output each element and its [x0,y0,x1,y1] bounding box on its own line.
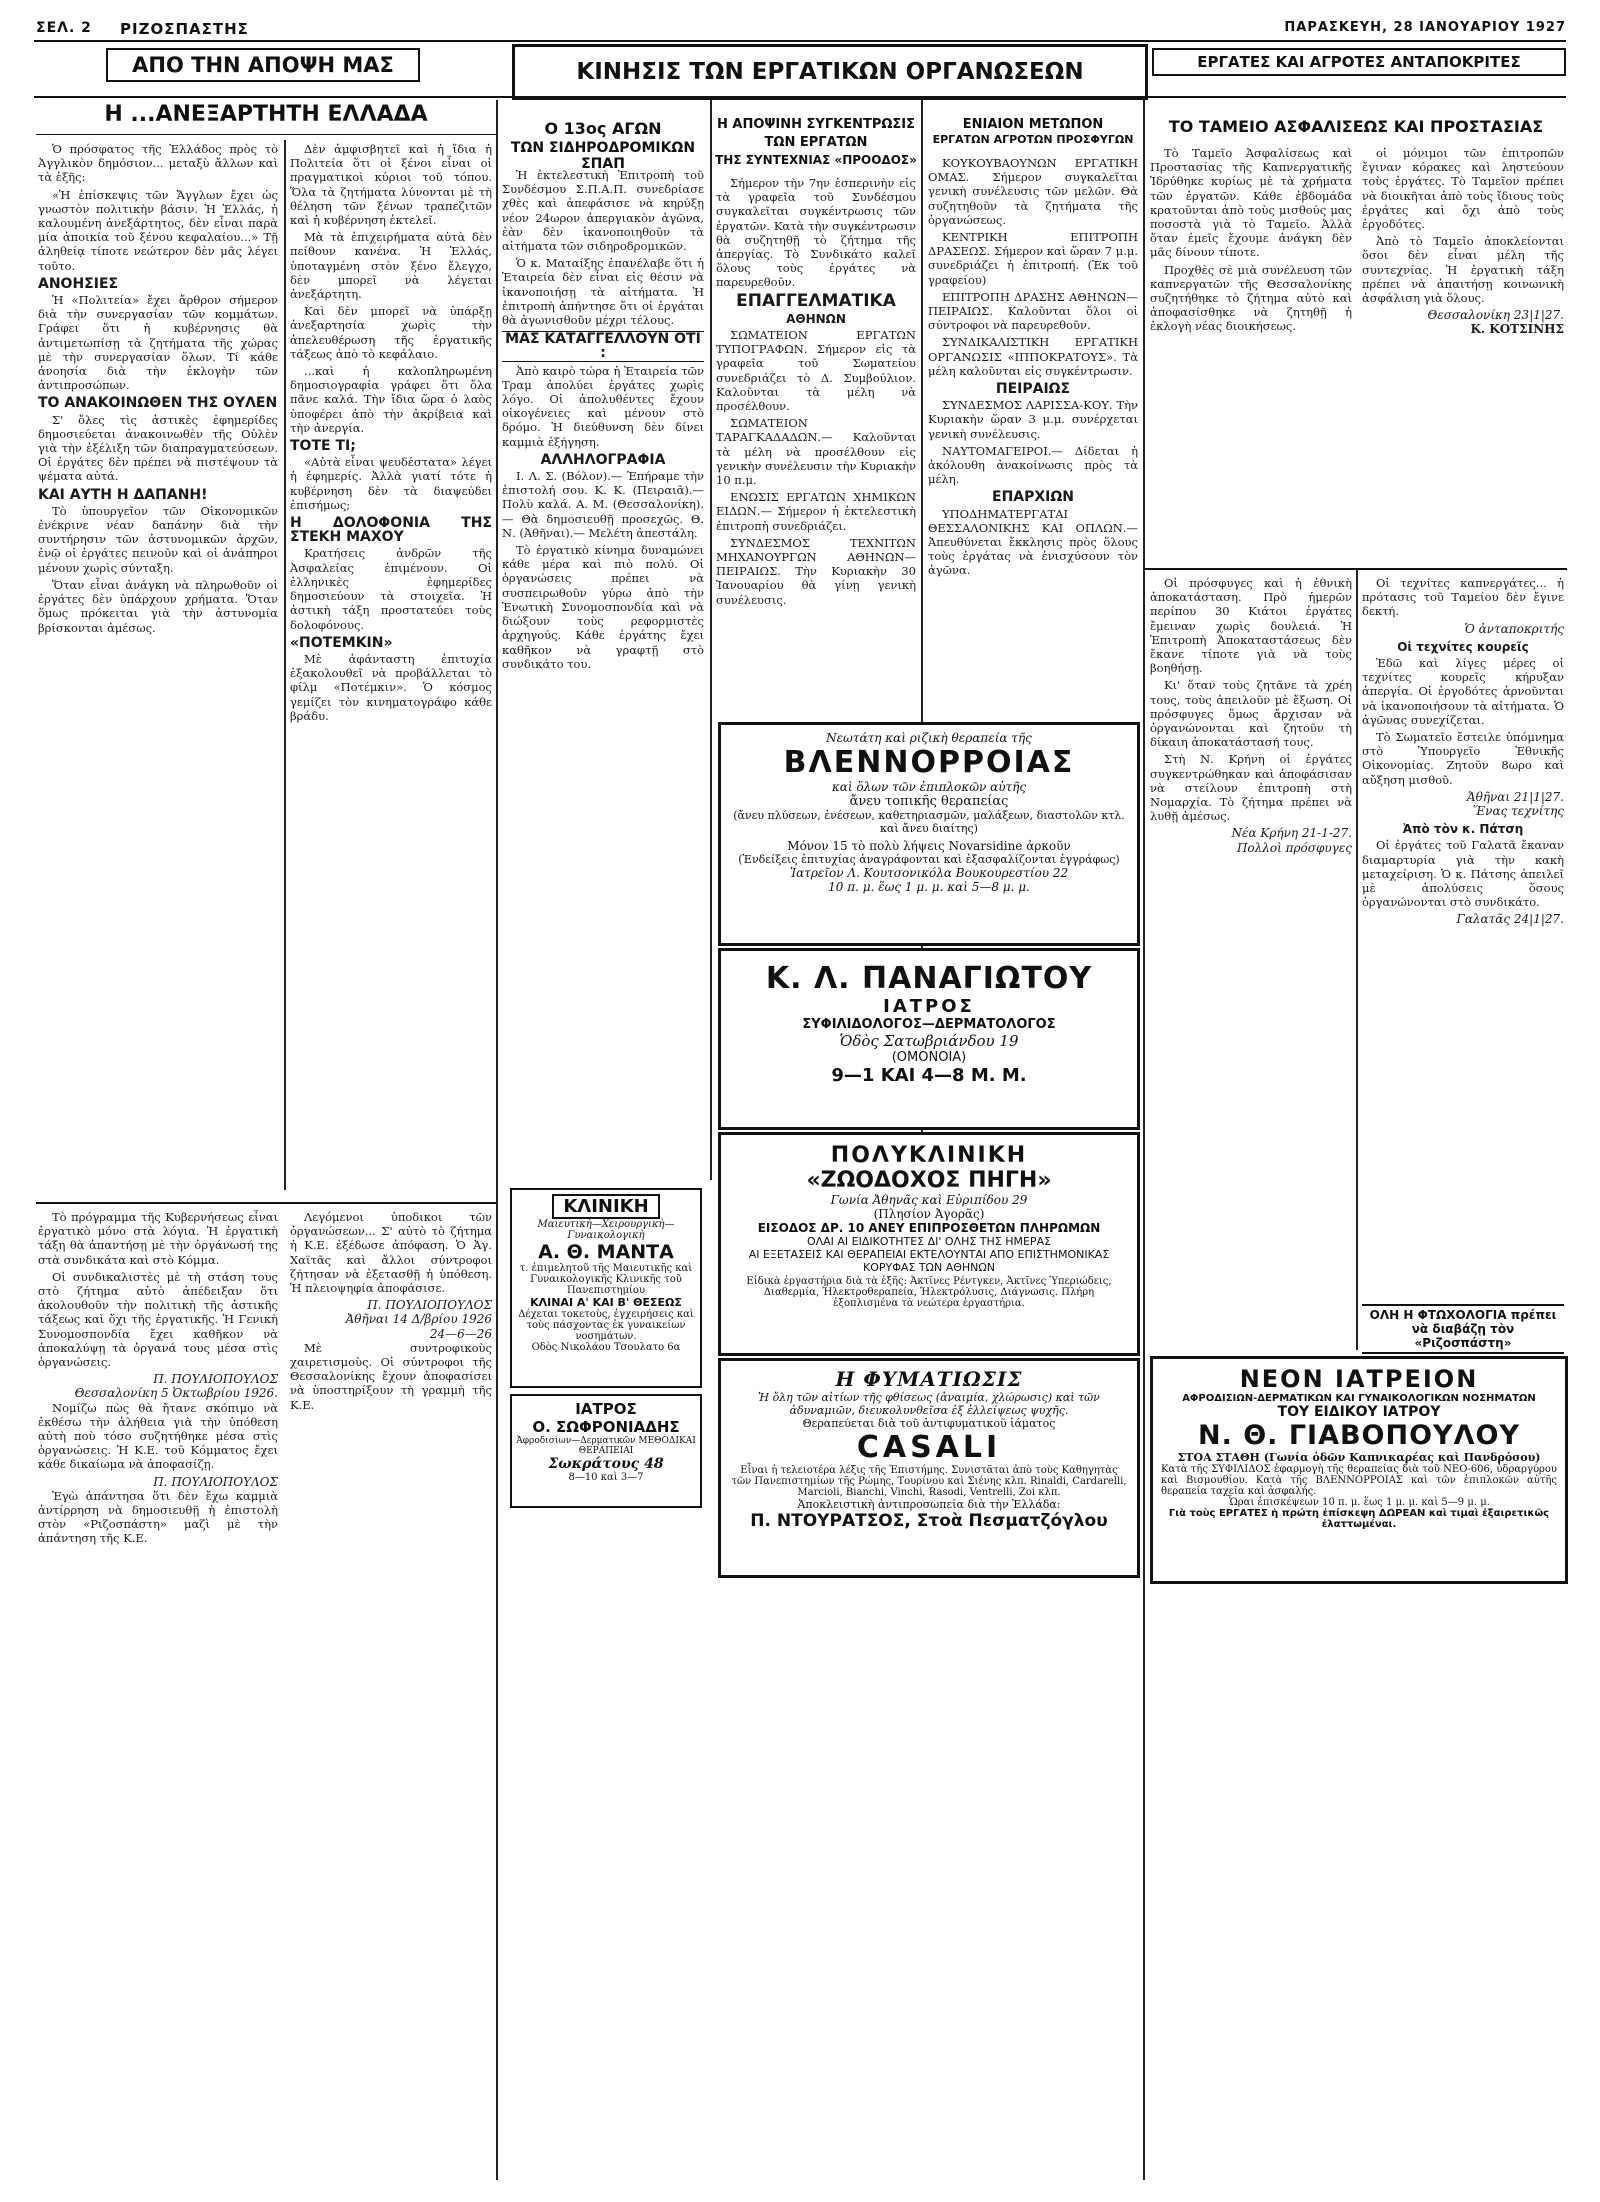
ad-casali [718,1358,1140,1578]
col1-2-rule [36,1202,496,1204]
col2-upper [290,142,492,1197]
col1-upper [38,142,278,1197]
col6-p2: Προχθὲς σὲ μιὰ συνέλευση τῶν καπνεργατῶν τῆς Θεσσαλονίκης συζητήθηκε τὸ ζήτημα αὐτὸ καὶ ἀποφασίσθηκε νὰ ζητηθῇ ἡ ἐκλογὴ νέας διοικήσεως. [1150,262,1352,334]
ad1-l2: καὶ ὅλων τῶν ἐπιπλοκῶν αὐτῆς [831,780,1027,794]
ad5-l5: ΚΛΙΝΑΙ Α' ΚΑΙ Β' ΘΕΣΕΩΣ [530,1296,682,1309]
ad1-l7: Ἰατρεῖον Λ. Κουτσονικόλα Βουκουρεστίου 22 [789,866,1069,880]
col6b-p5: Τὸ Σωματεῖο ἔστειλε ὑπόμνημα στὸ Ὑπουργεῖο Ἐθνικῆς Οἰκονομίας. Ζητοῦν 8ωρο καὶ αὔξηση μισθοῦ. [1362,730,1564,787]
ad1-big: ΒΛΕΝΝΟΡΡΟΙΑΣ [783,745,1075,780]
col4-title-a: Η ΑΠΟΨΙΝΗ ΣΥΓΚΕΝΤΡΩΣΙΣ [716,117,916,132]
ad2-l4: (ΟΜΟΝΟΙΑ) [891,1050,967,1065]
ad7-l5: ΣΤΟΑ ΣΤΑΘΗ (Γωνία ὁδῶν Καπνικαρέας καὶ Πανδρόσου) [1177,1451,1541,1464]
ad4-l5: Ἀποκλειστικὴ ἀντιπροσωπεία διὰ τὴν Ἑλλάδα: [797,1498,1061,1511]
ad1-l5: Μόνον 15 τὸ πολὺ λήψεις Novarsidine ἀρκοῦν [787,839,1071,853]
col6b-p6: Οἱ ἐργάτες τοῦ Γαλατᾶ ἔκαναν διαμαρτυρία γιὰ τὴν κακὴ μεταχείριση. Ὁ κ. Πάτσης ἀπειλεῖ μὲ ἀπολύσεις ὅσους ὀργανώνονται στὸ συνδικάτο. [1362,838,1564,910]
ad7-l6: Κατὰ τῆς ΣΥΦΙΛΙΔΟΣ ἐφαρμογὴ τῆς θεραπείας διὰ τοῦ ΝΕΟ-606, ὑδραργύρου καὶ Βισμουθίου. Κατὰ τῆς ΒΛΕΝΝΟΡΡΟΙΑΣ καὶ τῶν ἐπιπλοκῶν αὐτῆς θεραπεία ταχεῖα καὶ ἀσφαλής. [1161,1464,1557,1497]
col1-p10: Ἐγὼ ἀπάντησα ὅτι δὲν ἔχω καμμιὰ ἀντίρρηση νὰ δημοσιευθῇ ἡ ἐπιστολὴ στὸν «Ριζοσπάστη» μαζὶ μὲ τὴν ἀπάντηση τῆς Κ.Ε. [38,1488,278,1546]
ad5-l2: Μαιευτικὴ—Χειρουργικὴ—Γυναικολογικὴ [537,1219,675,1241]
ad5-l1: ΚΛΙΝΙΚΗ [552,1194,660,1219]
ad3-l4: (Πλησίον Ἀγορᾶς) [873,1207,985,1221]
ad4-l2: Ἡ ὅλη τῶν αἰτίων τῆς φθίσεως (ἀναιμία, χλώρωσις) καὶ τῶν ἀδυναμιῶν, διευκολυνθεῖσα ἐξ ἐλλείψεως ψυχῆς. [758,1391,1100,1417]
col4-h-athinon: ΑΘΗΝΩΝ [786,311,846,326]
ad1-l6: (Ἐνδείξεις ἐπιτυχίας ἀναγράφονται καὶ ἐξασφαλίζονται ἐγγράφως) [738,853,1120,866]
ad3-l6: ΟΛΑΙ ΑΙ ΕΙΔΙΚΟΤΗΤΕΣ ΔΙ' ΟΛΗΣ ΤΗΣ ΗΜΕΡΑΣ [806,1235,1052,1248]
col1-title: Η ...ΑΝΕΞΑΡΤΗΤΗ ΕΛΛΑΔΑ [104,102,428,127]
col1-p7: Τὸ πρόγραμμα τῆς Κυβερνήσεως εἶναι ἐργατικὸ μόνο στὰ λόγια. Ἡ ἐργατικὴ τάξη θὰ ἀπαντήσῃ μὲ τὴν ὀργάνωσή της στὰ συνδικάτα καὶ στὸ Κόμμα. [38,1210,278,1267]
ad5-l4: τ. ἐπιμελητοῦ τῆς Μαιευτικῆς καὶ Γυναικολογικῆς Κλινικῆς τοῦ Πανεπιστημίου [519,1263,693,1296]
col5-title-b: ΕΡΓΑΤΩΝ ΑΓΡΟΤΩΝ ΠΡΟΣΦΥΓΩΝ [932,133,1134,146]
col3-title-a: Ο 13ος ΑΓΩΝ [544,119,662,138]
col1-h-dapani: ΚΑΙ ΑΥΤΗ Η ΔΑΠΑΝΗ! [38,486,208,503]
ad3-l8: Εἰδικὰ ἐργαστήρια διὰ τὰ ἐξῆς: Ἀκτῖνες Ρέντγκεν, Ἀκτῖνες Ὑπεριώδεις, Διαθερμία, Ἠλεκτροθεραπεία, Ἠλεκτρόλυσις, Διάγνωσις. Πλήρη ἐξοπλισμένα τὰ νεώτερα ἐργαστήρια. [746,1276,1112,1309]
col6b-sig2: Ἕνας τεχνίτης [1472,804,1564,819]
ad6-l3: Ἀφροδισίων—Δερματικῶν ΜΕΘΟΔΙΚΑΙ ΘΕΡΑΠΕΙΑΙ [516,1436,696,1456]
col2-p1: Δὲν ἀμφισβητεῖ καὶ ἡ ἴδια ἡ Πολιτεία ὅτι οἱ ξένοι εἶναι οἱ πραγματικοὶ κύριοι τοῦ τόπου. Ὅλα τὰ ζητήματα λύνονται μὲ τὴ θέληση τῶν ξένων τραπεζιτῶν καὶ ἡ κυβέρνηση ἐκτελεῖ. [290,142,492,228]
ad4-l1: Η ΦΥΜΑΤΙΩΣΙΣ [835,1367,1023,1391]
col1-title-rule [36,134,496,135]
ad5-l7: Οδὸς Νικολάου Τσουλατο 6α [531,1342,681,1353]
col6b-h-oles: ΟΛΗ Η ΦΤΩΧΟΛΟΓΙΑ πρέπει νὰ διαβάζῃ τὸν «Ριζοσπάστη» [1362,1304,1564,1354]
col6b-place: Ἀθῆναι 21|1|27. [1466,789,1564,804]
col6b-place2: Γαλατᾶς 24|1|27. [1456,912,1564,927]
col6b-p1: οἱ μόνιμοι τῶν ἐπιτροπῶν ἔγιναν κόρακες καὶ ληστεύουν τοὺς ἐργάτες. Τὸ Ταμεῖον πρέπει νὰ διοικῆται ἀπὸ τοὺς ἴδιους τοὺς ἐργάτες καὶ ὄχι ἀπὸ τοὺς ἐργοδότες. [1362,146,1564,232]
ad1-l4: (ἄνευ πλύσεων, ἐνέσεων, καθετηριασμῶν, μαλάξεων, διαστολῶν κτλ. καὶ ἄνευ διαίτης) [733,809,1125,835]
col4-p2: ΣΩΜΑΤΕΙΟΝ ΕΡΓΑΤΩΝ ΤΥΠΟΓΡΑΦΩΝ. Σήμερον εἰς τὰ γραφεῖα τοῦ Σωματείου συνεδριάζει τὸ Δ. Συμβούλιον. Καλοῦνται τὰ μέλη νὰ προσέλθουν. [716,328,916,414]
ad-giavopoulou [1150,1356,1568,1584]
ad5-l3: Α. Θ. ΜΑΝΤΑ [538,1241,674,1263]
ad6-l4: Σωκράτους 48 [548,1456,664,1472]
col4-p4: ΕΝΩΣΙΣ ΕΡΓΑΤΩΝ ΧΗΜΙΚΩΝ ΕΙΔΩΝ.— Σήμερον ἡ ἐκτελεστικὴ ἐπιτροπὴ συνεδριάζει. [716,490,916,533]
col4-p1: Σήμερον τὴν 7ην ἑσπερινὴν εἰς τὰ γραφεῖα τοῦ Συνδέσμου συγκαλεῖται συγκέντρωσις τῶν ἐργατῶν. Κατὰ τὴν συγκέντρωσιν θὰ συζητηθῇ τὸ ζήτημα τῆς ἀπεργίας. Τὸ Συνδικάτο καλεῖ ὅλους τοὺς ἐργάτες νὰ παρευρεθοῦν. [716,176,916,290]
col2-date1: Ἀθῆναι 14 Δ/βρίου 1926 [345,1312,492,1327]
col6-lower-left [1150,576,1352,1346]
col6-p1: Τὸ Ταμεῖο Ἀσφαλίσεως καὶ Προστασίας τῆς Καπνεργατικῆς Ἰδρύθηκε κυρίως μὲ τὰ χρήματα τῶν ἐργατῶν. Κάθε ἐβδομάδα κρατοῦνται ἀπὸ τοὺς μισθούς μας ποσοστὰ γιὰ τὸ Ταμεῖο. Ἀλλὰ ὅταν ἐμεῖς ἔχουμε ἀνάγκη δὲν μᾶς δίνουν τίποτε. [1150,146,1352,260]
col5-p3: ΕΠΙΤΡΟΠΗ ΔΡΑΣΗΣ ΑΘΗΝΩΝ—ΠΕΙΡΑΙΩΣ. Καλοῦνται ὅλοι οἱ σύντροφοι νὰ παρευρεθοῦν. [928,289,1138,333]
col2-p8: Λεγόμενοι ὑποδικοι τῶν ὀργανώσεων... Σ' αὐτὸ τὸ ζήτημα ἡ Κ.Ε. ἐξέδωσε ἀπόφαση. Ὁ Ἀγ. Χαϊτᾶς καὶ ἄλλοι σύντροφοι ζήτησαν νὰ ἐξετασθῇ ἡ ὑπόθεση. Ἡ πλειοψηφία ἀποφάσισε. [290,1210,492,1296]
col3-p1: Ἡ ἐκτελεστικὴ Ἐπιτροπὴ τοῦ Συνδέσμου Σ.Π.Α.Π. συνεδρίασε χθὲς καὶ ἀπεφάσισε νὰ κηρύξῃ νέον 24ωρον ἀπεργιακὸν ἀγῶνα, ἐὰν δὲν ἱκανοποιηθοῦν τὰ αἰτήματα τῶν σιδηροδρομικῶν. [502,168,704,254]
ad2-l5: 9—1 ΚΑΙ 4—8 Μ. Μ. [831,1065,1027,1086]
col6b-h-texn: Οἱ τεχνίτες κουρεῖς [1397,639,1529,654]
ad7-l4: Ν. Θ. ΓΙΑΒΟΠΟΥΛΟΥ [1197,1420,1521,1451]
col2-date2: 24—6—26 [429,1326,492,1341]
section-head-left: ΑΠΟ ΤΗΝ ΑΠΟΨΗ ΜΑΣ [106,48,420,82]
issue-date: ΠΑΡΑΣΚΕΥΗ, 28 ΙΑΝΟΥΑΡΙΟΥ 1927 [1284,20,1566,35]
col1-h-anoiseis: ΑΝΟΗΣΙΕΣ [38,275,119,292]
ad-polyclinic [718,1132,1140,1356]
col4-body [716,176,916,716]
col5-p7: ΥΠΟΔΗΜΑΤΕΡΓΑΤΑΙ ΘΕΣΣΑΛΟΝΙΚΗΣ ΚΑΙ ΟΠΛΩΝ.— Ἀπευθύνεται ἔκκλησις πρὸς ὅλους τοὺς ἐργάτας νὰ ἐνισχύσουν τὸν ἀγῶνα. [928,506,1138,578]
col5-h-eparhias: ΕΠΑΡΧΙΩΝ [992,489,1074,506]
ad6-l2: Ο. ΣΩΦΡΟΝΙΑΔΗΣ [532,1418,680,1436]
col1-p6: Ὅταν εἶναι ἀνάγκη νὰ πληρωθοῦν οἱ ἐργάτες δὲν ὑπάρχουν χρήματα. Ὅταν ὅμως πρόκειται γιὰ τὴν ἀστυνομία βρίσκονται ἀμέσως. [38,577,278,635]
ad1-l1: Νεωτάτη καὶ ριζικὴ θεραπεία τῆς [826,731,1032,745]
column-rule-5 [1143,100,1145,2180]
col5-body [928,156,1138,716]
col1-lower [38,1210,278,2180]
ad-clinic-manta [510,1188,702,1388]
col1-p8: Οἱ συνδικαλιστὲς μὲ τὴ στάση τους στὸ ζήτημα αὐτὸ ἀπέδειξαν ὅτι ἀκολουθοῦν τὴν πολιτικὴ τῆς ἀστικῆς τάξεως καὶ ὄχι τῆς ἐργατικῆς. Ἡ Γενικὴ Συνομοσπονδία ἔχει καθῆκον νὰ ἀποκαλύψῃ τὰ ὀργανά τους μέσα στὶς ὀργανώσεις. [38,1269,278,1370]
column-rule-2 [496,100,498,2180]
col6-sig: Κ. ΚΟΤΣΙΝΗΣ [1470,322,1564,337]
col1-p3: Ἡ «Πολιτεία» ἔχει ἄρθρον σήμερον διὰ τὴν συνεργασίαν τῶν κομμάτων. Γράφει ὅτι ἡ κυβέρνησις θὰ ἀντιμετωπίσῃ τὰ ζητήματα τῆς χώρας μὲ τὴν συνεργασίαν ὅλων. Τί κάθε ἀνοησία διὰ τὴν ἐκλογὴν τῶν ἀντιπροσώπων. [38,293,278,393]
col4-p5: ΣΥΝΔΕΣΜΟΣ ΤΕΧΝΙΤΩΝ ΜΗΧΑΝΟΥΡΓΩΝ ΑΘΗΝΩΝ—ΠΕΙΡΑΙΩΣ. Τὴν Κυριακὴν 30 Ἰανουαρίου θὰ γίνῃ γενικὴ συνέλευσις. [716,535,916,607]
ad2-l1: ΙΑΤΡΟΣ [883,996,975,1017]
col3-h-allilo: ΑΛΛΗΛΟΓΡΑΦΙΑ [540,451,666,468]
ad6-l1: ΙΑΤΡΟΣ [575,1400,637,1418]
ad3-l1: ΠΟΛΥΚΛΙΝΙΚΗ [830,1143,1028,1168]
col6-lower-right [1362,576,1564,1296]
section-head-center: ΚΙΝΗΣΙΣ ΤΩΝ ΕΡΓΑΤΙΚΩΝ ΟΡΓΑΝΩΣΕΩΝ [512,44,1148,100]
col5-p1: ΚΟΥΚΟΥΒΑΟΥΝΩΝ ΕΡΓΑΤΙΚΗ ΟΜΑΣ. Σήμερον συγκαλεῖται γενικὴ συνέλευσις τῶν μελῶν. Θὰ συζητηθοῦν τὰ ζητήματα τῆς ὀργανώσεως. [928,156,1138,227]
ad-blennorrhoea [718,722,1140,946]
ad2-name: Κ. Λ. ΠΑΝΑΓΙΩΤΟΥ [765,961,1093,996]
ad7-l3: ΤΟΥ ΕΙΔΙΚΟΥ ΙΑΤΡΟΥ [1277,1404,1441,1420]
col4-title-b: ΤΩΝ ΕΡΓΑΤΩΝ [764,135,868,150]
col3-p4: Ι. Λ. Σ. (Βόλον).— Ἐπήραμε τὴν ἐπιστολή σου. Κ. Κ. (Πειραιᾶ).— Πολὺ καλά. Α. Μ. (Θεσσαλονίκη).— Θὰ δημοσιευθῇ προσεχῶς. Θ. Ν. (Ἀθῆναι).— Μελέτη ἀπεστάλη. [502,469,704,540]
ad-sofroniadis [510,1394,702,1508]
col4-p3: ΣΩΜΑΤΕΙΟΝ ΤΑΡΑΓΚΑΔΑΔΩΝ.— Καλοῦνται τὰ μέλη νὰ προσέλθουν εἰς γενικὴν συνέλευσιν τὴν Κυριακὴν 10 π.μ. [716,416,916,488]
col6b-sig: Ὁ ἀνταποκριτής [1464,621,1564,636]
col4-title-c: ΤΗΣ ΣΥΝΤΕΧΝΙΑΣ «ΠΡΟΟΔΟΣ» [715,153,917,167]
col5-p4: ΣΥΝΔΙΚΑΛΙΣΤΙΚΗ ΕΡΓΑΤΙΚΗ ΟΡΓΑΝΩΣΙΣ «ΙΠΠΟΚΡΑΤΟΥΣ». Τὰ μέλη καλοῦνται εἰς συγκέντρωσιν. [928,335,1138,378]
col2-h-potemkin: «ΠΟΤΕΜΚΙΝ» [290,634,393,651]
ad7-l8: Γιὰ τοὺς ΕΡΓΑΤΕΣ ἡ πρώτη ἐπίσκεψη ΔΩΡΕΑΝ καὶ τιμαὶ ἐξαιρετικῶς ἐλαττωμέναι. [1168,1508,1550,1530]
col6-sig2: Πολλοὶ πρόσφυγες [1236,840,1352,855]
ad3-l7: ΑΙ ΕΞΕΤΑΣΕΙΣ ΚΑΙ ΘΕΡΑΠΕΙΑΙ ΕΚΤΕΛΟΥΝΤΑΙ ΑΠΟ ΕΠΙΣΤΗΜΟΝΙΚΑΣ ΚΟΡΥΦΑΣ ΤΩΝ ΑΘΗΝΩΝ [748,1248,1110,1274]
col2-p4: ...καὶ ἡ καλοπληρωμένη δημοσιογραφία γράφει ὅτι ὅλα πᾶνε καλά. Τὴν ἴδια ὥρα ὁ λαὸς ὑποφέρει ἀπὸ τὴν ἀκρίβεια καὶ τὴν ἀνεργία. [290,364,492,435]
col1-p4: Σ' ὅλες τὶς ἀστικὲς ἐφημερίδες δημοσιεύεται ἀνακοινωθὲν τῆς Οὐλὲν γιὰ τὴν ἐξέλιξη τῶν διαπραγματεύσεων. Οἱ ἐργάτες δὲν πρέπει νὰ πιστέψουν τὰ ψέματα αὐτά. [38,412,278,484]
col3-p5: Τὸ ἐργατικὸ κίνημα δυναμώνει κάθε μέρα καὶ πιὸ πολύ. Οἱ ὀργανώσεις πρέπει νὰ συσπειρωθοῦν γύρω ἀπὸ τὴν Ἑνωτικὴ Συνομοσπονδία καὶ νὰ διώξουν τοὺς ρεφορμιστὲς ἀρχηγούς. Κάθε ἐργάτης ἔχει καθῆκον νὰ γραφτῇ στὸ συνδικάτο του. [502,543,704,671]
col6b-p2: Ἀπὸ τὸ Ταμεῖο ἀποκλείονται ὅσοι δὲν εἶναι μέλη τῆς συντεχνίας. Ἡ ἐργατικὴ τάξη πρέπει νὰ ἀπαιτήσῃ κοινωνικὴ ἀσφάλιση γιὰ ὅλους. [1362,234,1564,306]
paper-name: ΡΙΖΟΣΠΑΣΤΗΣ [120,20,249,38]
col4-h-epagg: ΕΠΑΓΓΕΛΜΑΤΙΚΑ [736,290,896,311]
ad2-l2: ΣΥΦΙΛΙΔΟΛΟΓΟΣ—ΔΕΡΜΑΤΟΛΟΓΟΣ [802,1017,1056,1032]
ad7-l1: ΝΕΟΝ ΙΑΤΡΕΙΟΝ [1239,1365,1479,1393]
col6-p5: Στὴ Ν. Κρήνη οἱ ἐργάτες συγκεντρώθηκαν καὶ ἀποφάσισαν νὰ στείλουν ἐπιτροπὴ στὴ Νομαρχία. Τὸ ζήτημα πρέπει νὰ λυθῇ ἀμέσως. [1150,752,1352,824]
column-rule-3 [710,100,712,1180]
ad4-l3: Θεραπεύεται διὰ τοῦ ἀντιφυματικοῦ ἰάματος [802,1417,1056,1430]
ad4-big: CASALI [856,1430,1002,1465]
col2-h-dolofonia: Η ΔΟΛΟΦΟΝΙΑ ΤΗΣ ΣΤΕΚΗ ΜΑΧΟΥ [290,515,492,546]
ad3-l5: ΕΙΣΟΔΟΣ ΔΡ. 10 ΑΝΕΥ ΕΠΙΠΡΟΣΘΕΤΩΝ ΠΛΗΡΩΜΩΝ [757,1221,1101,1235]
page-label: ΣΕΛ. 2 [36,20,92,36]
col3-p2: Ὁ κ. Ματαίξης ἐπανέλαβε ὅτι ἡ Ἑταιρεία δὲν εἶναι εἰς θέσιν νὰ ἱκανοποιήσῃ τὰ αἰτήματα. Ἡ ἐπιτροπὴ ἀπήντησε ὅτι οἱ ἐργάται θὰ ἀγωνισθοῦν μέχρι τέλους. [502,256,704,328]
col1-p2: «Ἡ ἐπίσκεψις τῶν Ἄγγλων ἔχει ὡς γνωστὸν πολιτικὴν βάσιν. Ἡ Ἑλλάς, ἡ καλουμένη ἀνεξάρτητος, δὲν εἶναι παρὰ μία ἀποικία τοῦ ξένου κεφαλαίου...» Τῇ ἀληθείᾳ τίποτε νεώτερον δὲν μᾶς λέγει τοῦτο. [38,187,278,273]
ad5-l6: Δέχεται τοκετοὺς, ἐγχειρήσεις καὶ τοὺς πάσχοντας ἐκ γυναικείων νοσημάτων. [518,1309,694,1342]
col2-p9: Μὲ συντροφικοὺς χαιρετισμοὺς. Οἱ σύντροφοι τῆς Θεσσαλονίκης ἔχουν ἀποφασίσει νὰ ὑποστηρίξουν τὴ γραμμὴ τῆς Κ.Ε. [290,1340,492,1412]
ad4-l4: Εἶναι ἡ τελειοτέρα λέξις τῆς Ἐπιστήμης. Συνιστᾶται ἀπὸ τοὺς Καθηγητὰς τῶν Πανεπιστημίων τῆς Ρώμης, Τουρίνου καὶ Σιένης κλπ. Rinaldi, Cardarelli, Marcioli, Bianchi, Vinchi, Rasodi, Ventrelli, Zoi κλπ. [731,1465,1127,1498]
col2-p2: Μὰ τὰ ἐπιχειρήματα αὐτὰ δὲν πείθουν κανένα. Ἡ Ἑλλάς, ὑποταγμένη στὸν ξένο ἔλεγχο, δὲν μπορεῖ νὰ λέγεται ἀνεξάρτητη. [290,230,492,302]
col1-sig1: Π. ΠΟΥΛΙΟΠΟΥΛΟΣ [153,1372,278,1387]
col3-6-rule [1145,568,1567,570]
ad6-l5: 8—10 καὶ 3—7 [568,1472,644,1483]
col6b-p3: Οἱ τεχνίτες καπνεργάτες... ἡ πρότασις τοῦ Ταμείου δὲν ἔγινε δεκτή. [1362,576,1564,619]
ad7-l2: ΑΦΡΟΔΙΣΙΩΝ-ΔΕΡΜΑΤΙΚΩΝ ΚΑΙ ΓΥΝΑΙΚΟΛΟΓΙΚΩΝ ΝΟΣΗΜΑΤΩΝ [1182,1393,1536,1404]
col6-title: ΤΟ ΤΑΜΕΙΟ ΑΣΦΑΛΙΣΕΩΣ ΚΑΙ ΠΡΟΣΤΑΣΙΑΣ [1168,117,1544,136]
section-head-right: ΕΡΓΑΤΕΣ ΚΑΙ ΑΓΡΟΤΕΣ ΑΝΤΑΠΟΚΡΙΤΕΣ [1152,48,1566,76]
col2-lower [290,1210,492,2180]
col1-p9: Νομίζω πὼς θὰ ἤτανε σκόπιμο νὰ ἐκθέσω τὴν ἀλήθεια γιὰ τὴν ὑπόθεση αὐτὴ ποὺ τόσο συζητήθηκε μέσα στὶς ὀργανώσεις. Ἡ Κ.Ε. τοῦ Κόμματος ἔχει κάθε δικαίωμα νὰ ἀποφασίζῃ. [38,1400,278,1472]
col1-p5: Τὸ ὑπουργεῖον τῶν Οἰκονομικῶν ἐνέκρινε νέαν δαπάνην διὰ τὴν συντήρησιν τῶν ἀστυνομικῶν ἀρχῶν, ἐνῷ οἱ ἐργάτες πεινοῦν καὶ οἱ ἀνάπηροι μένουν χωρὶς σύνταξη. [38,503,278,575]
col2-p7: Μὲ ἀφάνταστη ἐπιτυχία ἐξακολουθεῖ νὰ προβάλλεται τὸ φίλμ «Ποτέμκιν». Ὁ κόσμος γεμίζει τὸν κινηματογράφο κάθε βράδυ. [290,651,492,723]
col1-h-anakoinosi: ΤΟ ΑΝΑΚΟΙΝΩΘΕΝ ΤΗΣ ΟΥΛΕΝ [38,395,278,412]
col5-title-a: ΕΝΙΑΙΟΝ ΜΕΤΩΠΟΝ [962,117,1104,132]
col6-upper-right [1362,146,1564,566]
col6-upper-left [1150,146,1352,566]
ad1-l8: 10 π. μ. ἕως 1 μ. μ. καὶ 5—8 μ. μ. [828,880,1030,894]
col3-h-katagg: ΜΑΣ ΚΑΤΑΓΓΕΛΛΟΥΝ ΟΤΙ : [502,331,704,361]
ad3-l3: Γωνία Ἀθηνᾶς καὶ Εὐριπίδου 29 [830,1193,1028,1207]
col2-sig: Π. ΠΟΥΛΙΟΠΟΥΛΟΣ [367,1298,492,1313]
col6b-p4: Ἐδῶ καὶ λίγες μέρες οἱ τεχνίτες κουρεῖς κήρυξαν ἀπεργία. Οἱ ἐργοδότες ἀρνοῦνται νὰ ἱκανοποιήσουν τὰ αἰτήματα. Ὁ ἀγῶνας συνεχίζεται. [1362,656,1564,727]
col3-body [502,168,704,1158]
column-rule-1 [284,140,286,1190]
ad7-l7: Ὧραι ἐπισκέψεων 10 π. μ. ἕως 1 μ. μ. καὶ 5—9 μ. μ. [1228,1497,1490,1508]
col5-p6: ΝΑΥΤΟΜΑΓΕΙΡΟΙ.— Δίδεται ἡ ἀκόλουθη ἀνακοίνωσις πρὸς τὰ μέλη. [928,443,1138,487]
col6-p4: Κι' ὅταν τοὺς ζητᾶνε τὰ χρέη τους, τοὺς ἀπειλοῦν μὲ ἔξωση. Οἱ πρόσφυγες ὅμως ἄρχισαν νὰ ὀργανώνονται καὶ ζητοῦν τὴ δίκαιη ἀποκατάστασή τους. [1150,678,1352,750]
col1-p1: Ὁ πρόσφατος τῆς Ἑλλάδος πρὸς τὸ Ἀγγλικὸν δημόσιον... μεταξὺ ἄλλων καὶ τὰ ἑξῆς: [38,142,278,185]
col6b-h-pati: Ἀπὸ τὸν κ. Πάτση [1402,822,1524,837]
col6-place2: Νέα Κρήνη 21-1-27. [1231,826,1352,841]
col3-title-b: ΤΩΝ ΣΙΔΗΡΟΔΡΟΜΙΚΩΝ ΣΠΑΠ [510,140,696,173]
col2-p3: Καὶ δὲν μπορεῖ νὰ ὑπάρξῃ ἀνεξαρτησία χωρὶς τὴν ἀπελευθέρωση τῆς ἐργατικῆς τάξεως ἀπὸ τὸ κεφάλαιο. [290,304,492,361]
col1-sig2: Π. ΠΟΥΛΙΟΠΟΥΛΟΣ [153,1474,278,1489]
col6-place: Θεσσαλονίκη 23|1|27. [1427,308,1564,323]
header-rule [34,40,1566,42]
col3-p3: Ἀπὸ καιρὸ τώρα ἡ Ἑταιρεία τῶν Τραμ ἀπολύει ἐργάτες χωρὶς λόγο. Οἱ ἀπολυθέντες ἔχουν οἰκογένειες καὶ μένουν στὸ δρόμο. Ἡ διεύθυνση δὲν δίνει καμμιὰ ἐξήγηση. [502,363,704,449]
col2-p5: «Αὐτὰ εἶναι ψευδέστατα» λέγει ἡ ἐφημερίς. Ἀλλὰ γιατί τότε ἡ κυβέρνηση δὲν τὰ διαψεύδει ἐπισήμως; [290,455,492,512]
col5-p5: ΣΥΝΔΕΣΜΟΣ ΛΑΡΙΣΣΑ-ΚΟΥ. Τὴν Κυριακὴν ὥραν 3 μ.μ. συνέρχεται γενικὴ συνέλευσις. [928,398,1138,441]
ad4-l6: Π. ΝΤΟΥΡΑΤΣΟΣ, Στοὰ Πεσματζόγλου [750,1511,1108,1531]
col6-p3: Οἱ πρόσφυγες καὶ ἡ ἐθνικὴ ἀποκατάσταση. Πρὸ ἡμερῶν περίπου 30 Κιάτοι ἐργάτες ἔμειναν χωρὶς δουλειά. Ἡ Ἐπιτροπὴ Ἀποκαταστάσεως δὲν ἔκανε τίποτε γιὰ νὰ τοὺς βοηθήσῃ. [1150,576,1352,676]
ad2-l3: Ὁδὸς Σατωβριάνδου 19 [839,1032,1019,1050]
col2-h-toti: ΤΟΤΕ ΤΙ; [290,438,356,455]
col1-place1: Θεσσαλονίκη 5 Ὀκτωβρίου 1926. [74,1386,278,1401]
col5-p2: ΚΕΝΤΡΙΚΗ ΕΠΙΤΡΟΠΗ ΔΡΑΣΕΩΣ. Σήμερον καὶ ὥραν 7 μ.μ. συνεδριάζει ἡ ἐπιτροπή. (Ἐκ τοῦ γραφείου) [928,230,1138,287]
col2-p6: Κρατήσεις ἀνδρῶν τῆς Ἀσφαλείας ἐπιμένουν. Οἱ ἐλληνικὲς ἐφημερίδες δημοσιεύουν τὰ στοιχεῖα. Ἡ ἀστικὴ τάξη προστατεύει τοὺς δολοφόνους. [290,546,492,632]
ad1-l3: ἄνευ τοπικῆς θεραπείας [849,794,1009,809]
col5-h-peiraios: ΠΕΙΡΑΙΩΣ [995,381,1071,398]
ad3-l2: «ΖΩΟΔΟΧΟΣ ΠΗΓΗ» [806,1168,1052,1193]
ad-panagiotou [718,948,1140,1130]
column-rule-6 [1356,570,1358,1350]
section-rule [34,96,1566,98]
